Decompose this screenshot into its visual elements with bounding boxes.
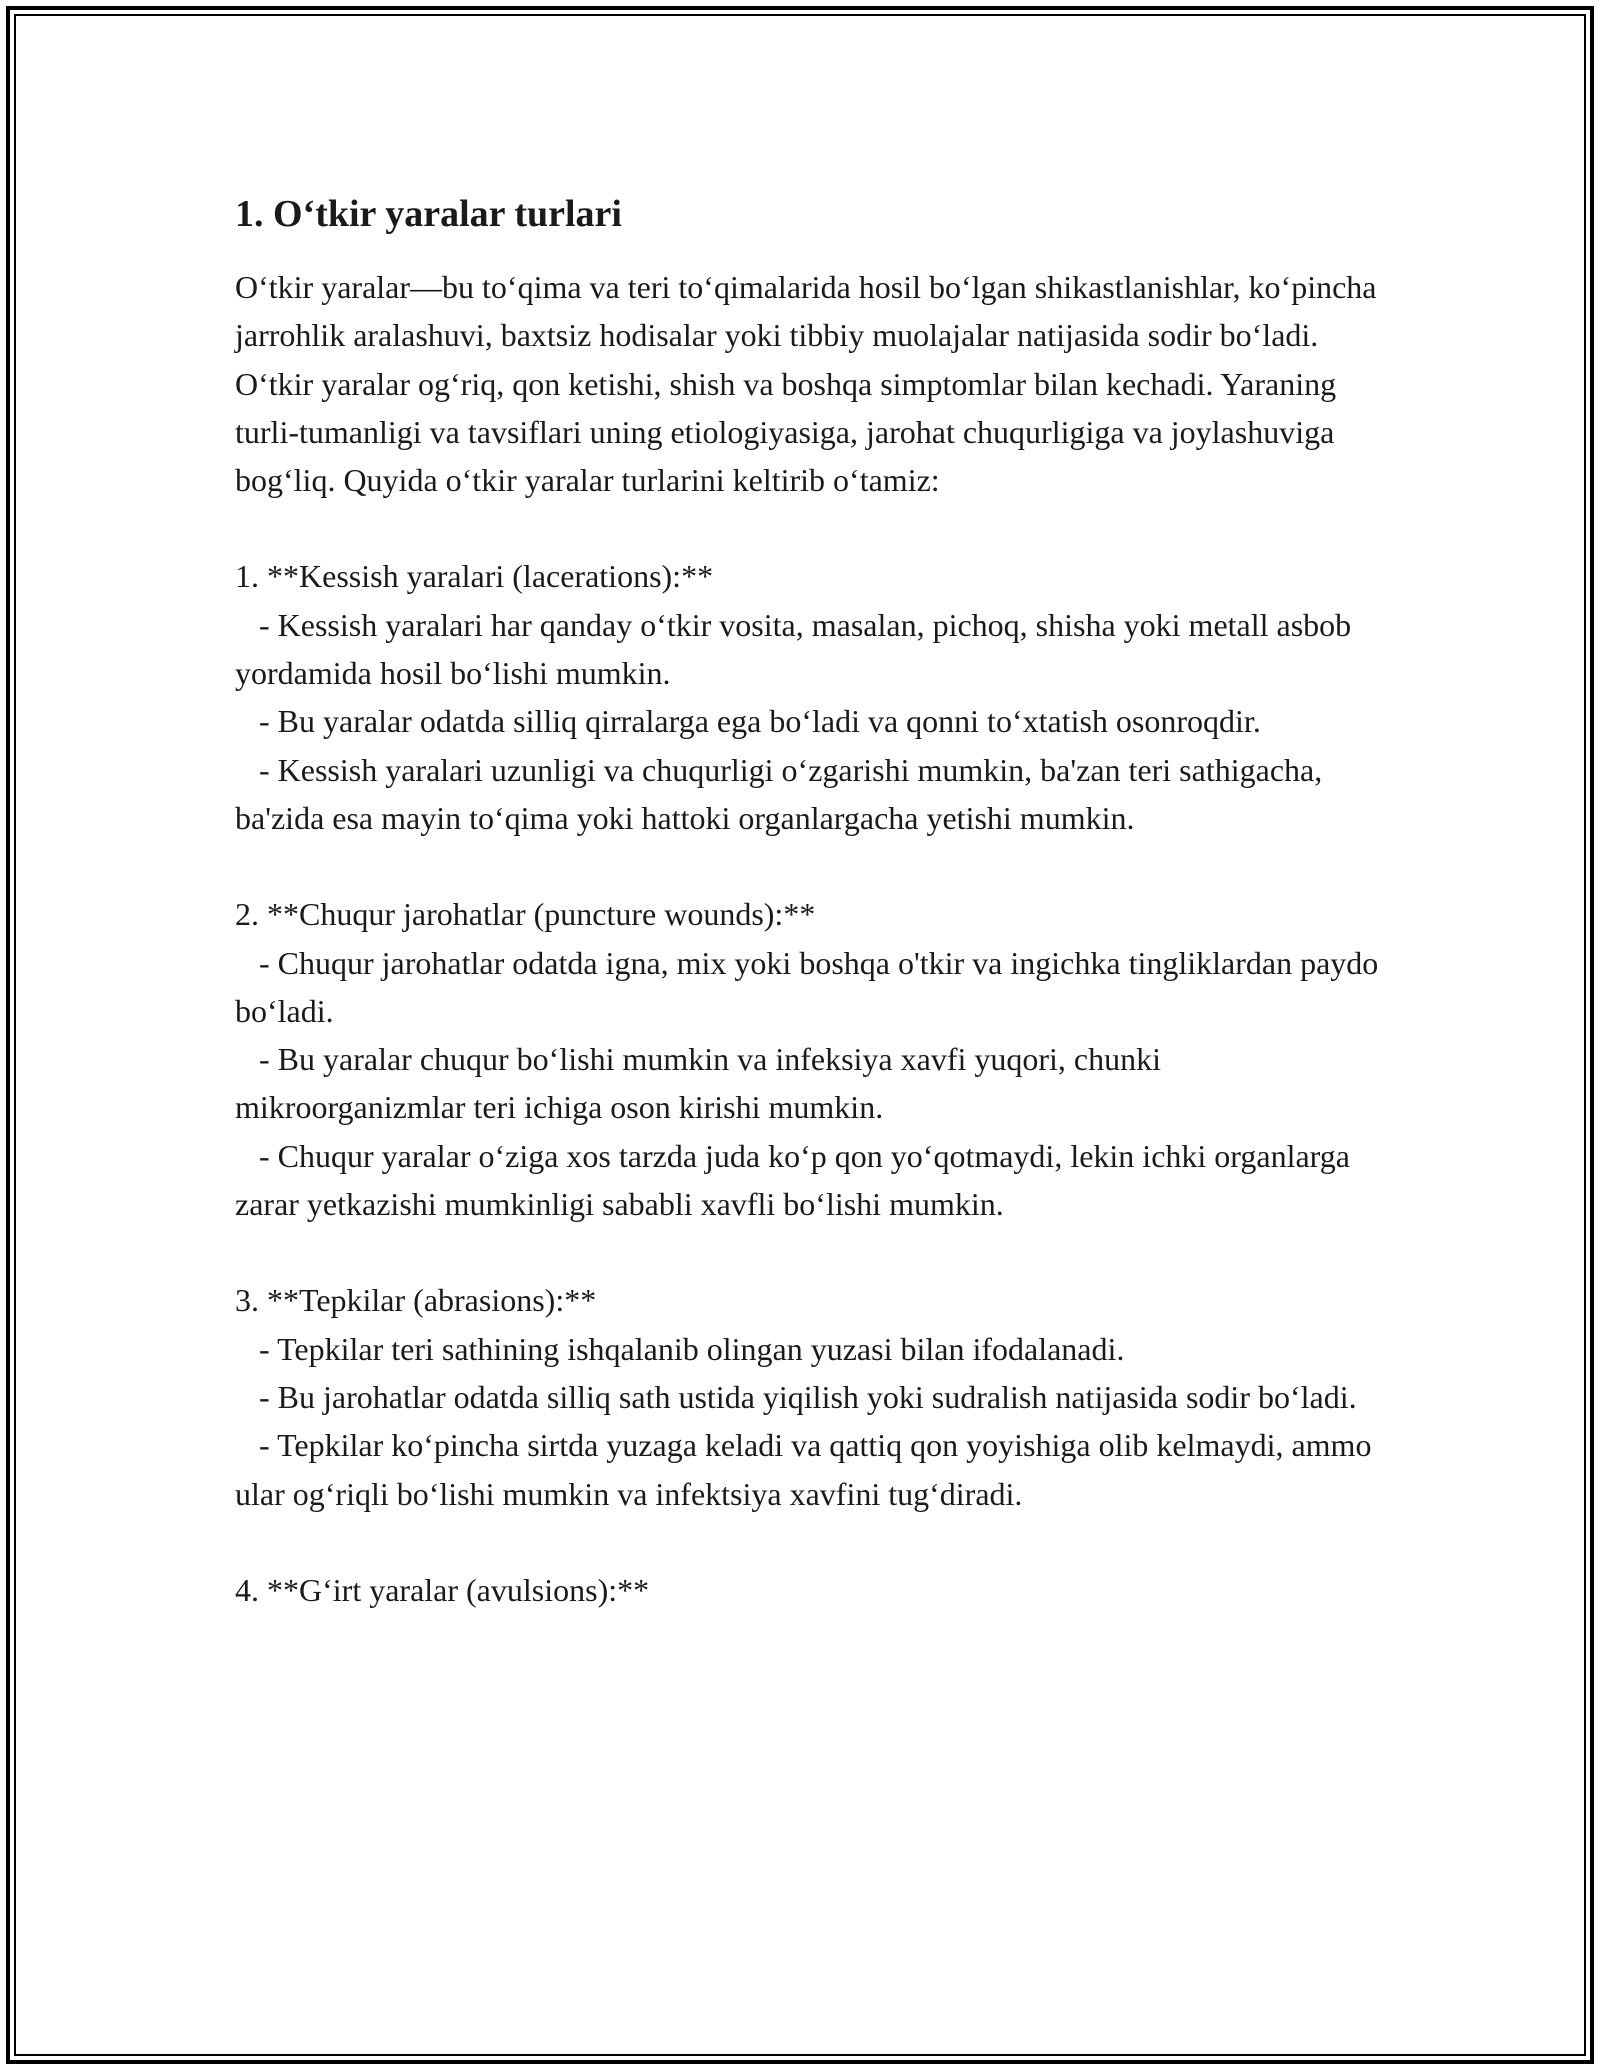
bullet-text: Chuqur jarohatlar odatda igna, mix yoki boshqa o'tkir va ingichka tingliklardan paydo bo‘ladi.: [235, 944, 1379, 1029]
bullet-item: - Bu yaralar chuqur bo‘lishi mumkin va infeksiya xavfi yuqori, chunki mikroorganizmlar teri ichiga oson kirishi mumkin.: [235, 1041, 1162, 1126]
section-avulsions: [235, 1566, 1385, 1614]
bullet-text: Bu jarohatlar odatda silliq sath ustida yiqilish yoki sudralish natijasida sodir bo‘ladi.: [277, 1378, 1357, 1415]
bullet-item: - Chuqur jarohatlar odatda igna, mix yoki boshqa o'tkir va ingichka tingliklardan paydo bo‘ladi.: [235, 944, 1379, 1029]
bullet-item: - Kessish yaralari har qanday o‘tkir vosita, masalan, pichoq, shisha yoki metall asbob yordamida hosil bo‘lishi mumkin.: [235, 606, 1352, 692]
document-body: [235, 190, 1385, 1614]
bullet-text: Bu yaralar odatda silliq qirralarga ega bo‘ladi va qonni to‘xtatish osonroqdir.: [277, 703, 1261, 740]
section-puncture-wounds: [235, 890, 1385, 1228]
bullet-text: Tepkilar teri sathining ishqalanib olingan yuzasi bilan ifodalanadi.: [277, 1330, 1125, 1367]
section-heading: 3. **Tepkilar (abrasions):**: [235, 1282, 597, 1319]
document-title: 1. O‘tkir yaralar turlari: [235, 193, 622, 235]
bullet-item: - Kessish yaralari uzunligi va chuqurligi o‘zgarishi mumkin, ba'zan teri sathigacha, ba'zida esa mayin to‘qima yoki hattoki organlargacha yetishi mumkin.: [235, 751, 1323, 836]
bullet-text: Chuqur yaralar o‘ziga xos tarzda juda ko‘p qon yo‘qotmaydi, lekin ichki organlarga zarar yetkazishi mumkinligi sababli xavfli bo‘lishi mumkin.: [235, 1137, 1350, 1223]
bullet-item: - Chuqur yaralar o‘ziga xos tarzda juda ko‘p qon yo‘qotmaydi, lekin ichki organlarga zarar yetkazishi mumkinligi sababli xavfli bo‘lishi mumkin.: [235, 1137, 1350, 1223]
bullet-item: - Bu jarohatlar odatda silliq sath ustida yiqilish yoki sudralish natijasida sodir bo‘ladi.: [235, 1378, 1357, 1415]
section-heading: 4. **G‘irt yaralar (avulsions):**: [235, 1571, 650, 1608]
bullet-text: Bu yaralar chuqur bo‘lishi mumkin va infeksiya xavfi yuqori, chunki mikroorganizmlar teri ichiga oson kirishi mumkin.: [235, 1041, 1162, 1126]
bullet-text: Kessish yaralari uzunligi va chuqurligi o‘zgarishi mumkin, ba'zan teri sathigacha, ba'zida esa mayin to‘qima yoki hattoki organlargacha yetishi mumkin.: [235, 751, 1323, 836]
section-heading: 2. **Chuqur jarohatlar (puncture wounds):**: [235, 896, 816, 933]
bullet-text: Tepkilar ko‘pincha sirtda yuzaga keladi va qattiq qon yoyishiga olib kelmaydi, ammo ular og‘riqli bo‘lishi mumkin va infektsiya xavfini tug‘diradi.: [235, 1427, 1372, 1512]
bullet-item: - Bu yaralar odatda silliq qirralarga ega bo‘ladi va qonni to‘xtatish osonroqdir.: [235, 703, 1261, 740]
section-heading: 1. **Kessish yaralari (lacerations):**: [235, 558, 714, 595]
intro-paragraph: O‘tkir yaralar—bu to‘qima va teri to‘qimalarida hosil bo‘lgan shikastlanishlar, ko‘pincha jarrohlik aralashuvi, baxtsiz hodisalar yoki tibbiy muolajalar natijasida sodir bo‘ladi. O‘tkir yaralar og‘riq, qon ketishi, shish va boshqa simptomlar bilan kechadi. Yaraning turli-tumanligi va tavsiflari uning etiologiyasiga, jarohat chuqurligiga va joylashuviga bog‘liq. Quyida o‘tkir yaralar turlarini keltirib o‘tamiz:: [235, 269, 1377, 499]
bullet-item: - Tepkilar ko‘pincha sirtda yuzaga keladi va qattiq qon yoyishiga olib kelmaydi, ammo ular og‘riqli bo‘lishi mumkin va infektsiya xavfini tug‘diradi.: [235, 1427, 1372, 1512]
bullet-text: Kessish yaralari har qanday o‘tkir vosita, masalan, pichoq, shisha yoki metall asbob yordamida hosil bo‘lishi mumkin.: [235, 606, 1352, 692]
section-abrasions: [235, 1276, 1385, 1517]
section-lacerations: [235, 552, 1385, 842]
bullet-item: - Tepkilar teri sathining ishqalanib olingan yuzasi bilan ifodalanadi.: [235, 1330, 1125, 1367]
